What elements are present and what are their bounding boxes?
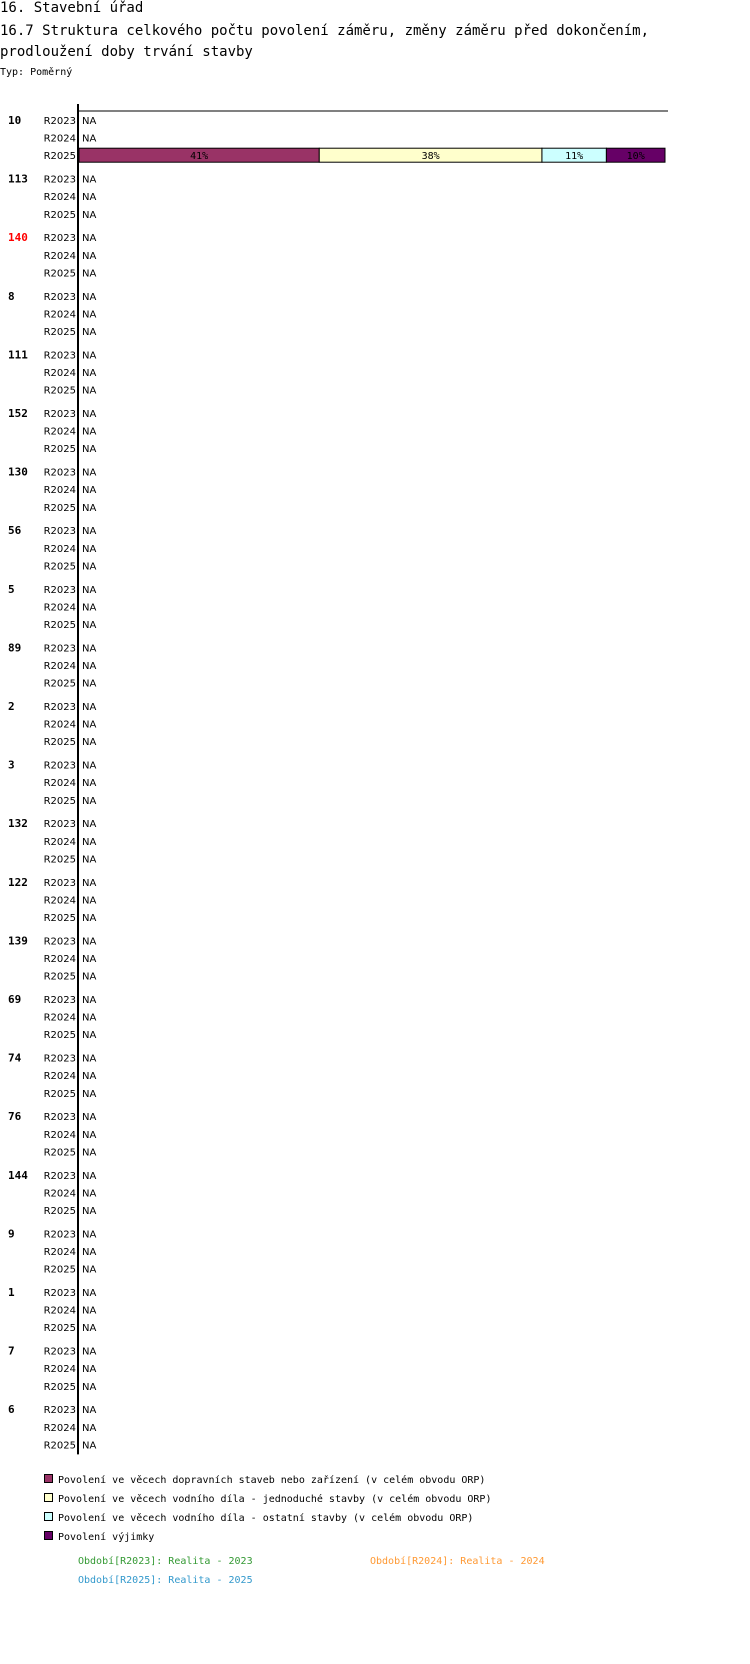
na-label: NA [82,1129,97,1141]
period-label: R2025 [43,268,76,280]
period-label: R2024 [43,1071,76,1083]
na-label: NA [82,1364,97,1376]
na-label: NA [82,444,97,456]
period-label: R2023 [43,233,76,245]
period-label: R2024 [43,954,76,965]
na-label: NA [82,561,97,573]
na-label: NA [82,1147,97,1159]
na-label: NA [82,116,97,127]
period-label: R2025 [43,1264,76,1276]
na-label: NA [82,778,97,790]
group-label: 130 [8,465,28,479]
group-label: 132 [8,817,28,831]
period-label: R2025 [43,1147,76,1159]
group-label: 9 [8,1227,15,1241]
period-label: R2024 [43,543,76,555]
period-label: R2023 [43,1112,76,1124]
na-label: NA [82,409,97,420]
period-label: R2023 [43,1288,76,1299]
period-label: R2024 [43,250,76,262]
na-label: NA [82,1323,97,1335]
period-label: R2025 [43,678,76,690]
period-label: R2023 [43,1405,76,1417]
group-label: 3 [8,758,15,772]
legend-item [44,1531,154,1544]
period-label: R2024 [43,719,76,731]
period-label: R2024 [43,192,76,204]
na-label: NA [82,1071,97,1083]
na-label: NA [82,819,97,831]
period-label: R2023 [43,936,76,948]
na-label: NA [82,426,97,438]
period-label: R2023 [43,995,76,1006]
group-label: 89 [8,641,22,655]
period-label: R2024 [43,895,76,907]
na-label: NA [82,192,97,204]
na-label: NA [82,1012,97,1024]
group-label: 5 [8,582,15,596]
na-label: NA [82,327,97,338]
na-label: NA [82,502,97,514]
period-label: R2025 [43,620,76,631]
na-label: NA [82,1112,97,1124]
na-label: NA [82,702,97,713]
group-label: 1 [8,1286,15,1299]
na-label: NA [82,1229,97,1241]
period-label: R2024 [43,133,76,145]
na-label: NA [82,1288,97,1299]
period-label: R2025 [43,385,76,397]
group-label: 113 [8,172,28,186]
chart-title: 16.7 Struktura celkového počtu povolení záměru, změny záměru před dokončením, prodloužení doby trvání stavby [0,23,650,60]
group-label: 152 [8,407,28,420]
na-label: NA [82,1264,97,1276]
period-label: R2025 [43,1030,76,1042]
legend-swatch [44,1493,53,1502]
section-heading: 16. Stavební úřad [0,0,144,16]
na-label: NA [82,233,97,245]
period-label: R2025 [43,1440,76,1452]
period-label: R2025 [43,209,76,221]
na-label: NA [82,678,97,690]
period-label: R2023 [43,1346,76,1358]
period-label: R2023 [43,116,76,127]
na-label: NA [82,760,97,772]
period-label: R2024 [43,309,76,321]
na-label: NA [82,368,97,379]
na-label: NA [82,174,97,186]
period-label: R2023 [43,702,76,713]
na-label: NA [82,543,97,555]
na-label: NA [82,1206,97,1217]
legend-swatch [44,1531,53,1540]
period-label: R2023 [43,526,76,538]
na-label: NA [82,291,97,303]
period-label: R2023 [43,877,76,889]
period-label: R2025 [43,151,76,163]
group-label: 144 [8,1168,28,1182]
na-label: NA [82,1405,97,1417]
na-label: NA [82,895,97,907]
period-label: R2024 [43,778,76,790]
legend-item [44,1493,491,1506]
na-label: NA [82,854,97,866]
legend-swatch [44,1474,53,1483]
group-label: 2 [8,700,15,713]
period-label: R2024 [43,1305,76,1317]
na-label: NA [82,1305,97,1317]
na-label: NA [82,1188,97,1200]
na-label: NA [82,1088,97,1100]
legend-item [44,1474,485,1487]
period-label: R2023 [43,819,76,831]
na-label: NA [82,1381,97,1393]
period-label: R2025 [43,1088,76,1100]
na-label: NA [82,719,97,731]
period-label: R2023 [43,291,76,303]
legend-swatch [44,1512,53,1521]
period-label: R2023 [43,1170,76,1182]
period-label: R2025 [43,1206,76,1217]
period-legend-item: Období[R2025]: Realita - 2025 [78,1575,253,1587]
period-legend-item: Období[R2023]: Realita - 2023 [78,1556,253,1568]
legend-label: Povolení výjimky [58,1532,155,1544]
na-label: NA [82,1247,97,1258]
group-label: 8 [8,289,15,303]
legend-item [44,1512,473,1525]
group-label: 10 [8,114,22,127]
na-label: NA [82,268,97,280]
period-label: R2025 [43,913,76,924]
period-label: R2025 [43,1381,76,1393]
period-label: R2023 [43,643,76,655]
period-label: R2023 [43,174,76,186]
period-label: R2023 [43,350,76,362]
period-label: R2024 [43,602,76,614]
period-label: R2025 [43,444,76,456]
na-label: NA [82,584,97,596]
na-label: NA [82,1170,97,1182]
period-label: R2023 [43,467,76,479]
period-label: R2023 [43,1229,76,1241]
group-label: 74 [8,1051,22,1065]
period-label: R2025 [43,795,76,807]
bar-value-label: 38% [421,151,440,163]
na-label: NA [82,602,97,614]
period-legend-item: Období[R2024]: Realita - 2024 [370,1556,545,1568]
period-label: R2024 [43,1247,76,1258]
na-label: NA [82,350,97,362]
na-label: NA [82,954,97,965]
na-label: NA [82,795,97,807]
na-label: NA [82,385,97,397]
period-label: R2024 [43,1364,76,1376]
group-label: 111 [8,348,28,362]
group-label: 140 [8,231,28,245]
period-label: R2024 [43,1188,76,1200]
period-label: R2024 [43,368,76,379]
period-label: R2024 [43,661,76,672]
na-label: NA [82,836,97,848]
na-label: NA [82,467,97,479]
na-label: NA [82,526,97,538]
legend-label: Povolení ve věcech vodního díla - ostatní stavby (v celém obvodu ORP) [58,1513,474,1525]
group-label: 7 [8,1344,15,1358]
na-label: NA [82,661,97,672]
na-label: NA [82,309,97,321]
na-label: NA [82,1030,97,1042]
na-label: NA [82,995,97,1006]
period-label: R2025 [43,971,76,983]
na-label: NA [82,620,97,631]
period-label: R2025 [43,1323,76,1335]
na-label: NA [82,1440,97,1452]
period-label: R2025 [43,854,76,866]
na-label: NA [82,877,97,889]
bar-value-label: 11% [565,151,584,163]
period-label: R2025 [43,327,76,338]
period-label: R2023 [43,409,76,420]
period-label: R2025 [43,561,76,573]
na-label: NA [82,1422,97,1434]
na-label: NA [82,209,97,221]
na-label: NA [82,1053,97,1065]
period-label: R2024 [43,426,76,438]
na-label: NA [82,485,97,497]
bar-value-label: 41% [190,151,209,163]
period-label: R2024 [43,1129,76,1141]
period-label: R2023 [43,584,76,596]
na-label: NA [82,936,97,948]
na-label: NA [82,971,97,983]
group-label: 6 [8,1403,15,1417]
group-label: 69 [8,993,22,1006]
group-label: 139 [8,934,28,948]
na-label: NA [82,643,97,655]
group-label: 76 [8,1110,22,1124]
period-label: R2023 [43,1053,76,1065]
period-label: R2025 [43,502,76,514]
period-label: R2023 [43,760,76,772]
na-label: NA [82,250,97,262]
na-label: NA [82,1346,97,1358]
na-label: NA [82,133,97,145]
legend-label: Povolení ve věcech vodního díla - jednoduché stavby (v celém obvodu ORP) [58,1494,492,1506]
legend-label: Povolení ve věcech dopravních staveb nebo zařízení (v celém obvodu ORP) [58,1475,486,1487]
period-label: R2024 [43,836,76,848]
chart-type-label: Typ: Poměrný [0,67,73,78]
bar-value-label: 10% [626,151,645,163]
group-label: 56 [8,524,22,538]
period-label: R2024 [43,485,76,497]
na-label: NA [82,737,97,749]
period-label: R2025 [43,737,76,749]
group-label: 122 [8,875,28,889]
period-label: R2024 [43,1012,76,1024]
period-label: R2024 [43,1422,76,1434]
na-label: NA [82,913,97,924]
